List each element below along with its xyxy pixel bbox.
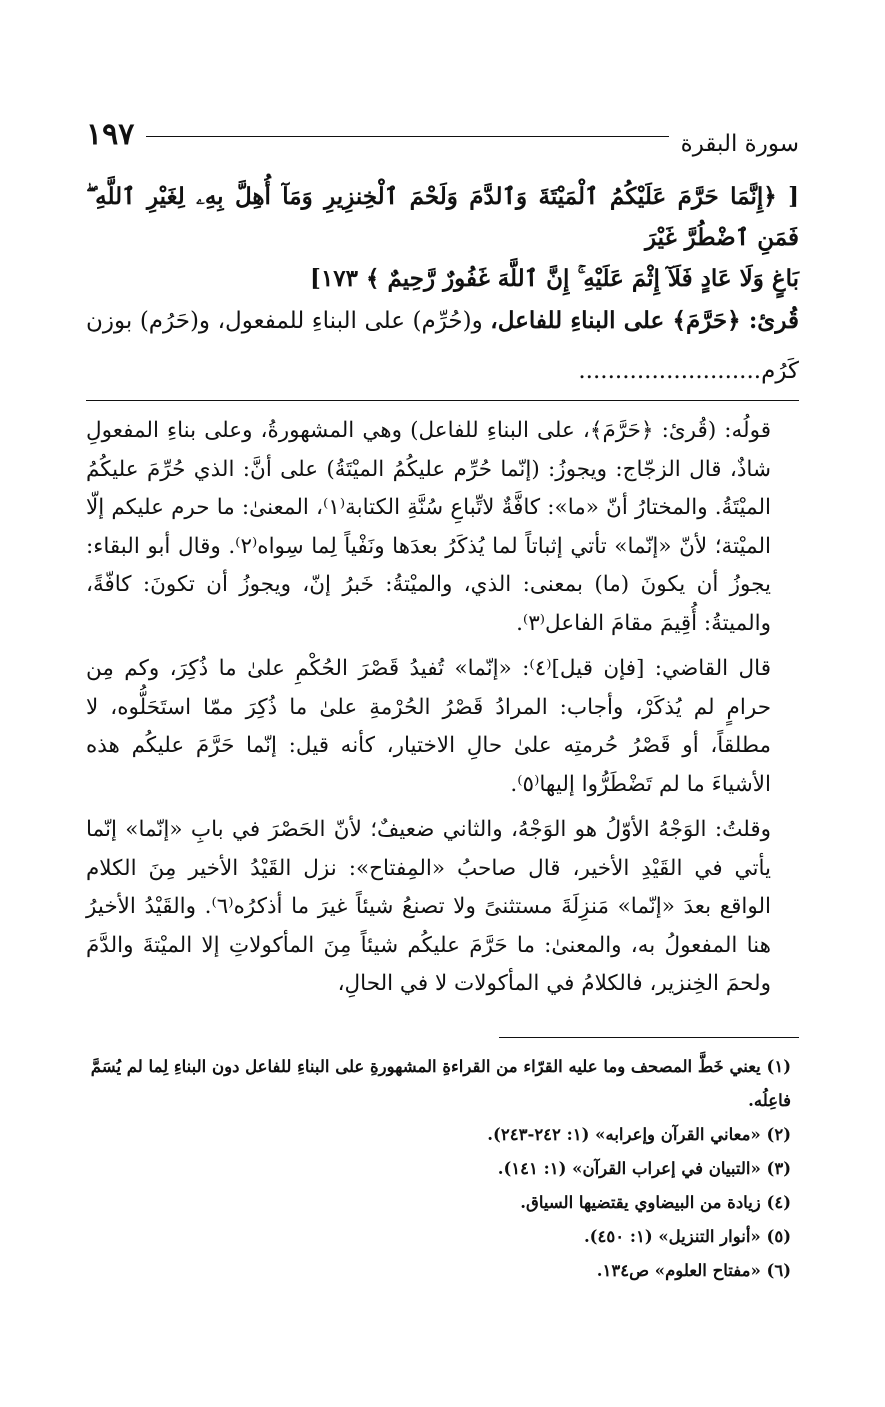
footnote-rule [499,1037,799,1038]
footnote-3: (٣) «التبيان في إعراب القرآن» (١: ١٤١). [497,1159,791,1178]
qiraat-note [86,296,799,396]
footnotes [86,1050,799,1288]
page-number: ١٩٧ [86,116,135,152]
commentary-paragraph-3: وقلتُ: الوَجْهُ الأوّلُ هو الوَجْهُ، والثاني ضعيفٌ؛ لأنّ الحَصْرَ في بابِ «إنّما» إنّما يأتي في القَيْدِ الأخير، قال صاحبُ «المِفتاح»: نزل القَيْدُ الأخير مِنَ الكلام الواقع بعدَ «إنّما» مَنزِلَةَ مستثنىً ولا تصنعُ شيئاً غيرَ ما أذكرُه⁽٦⁾. والقَيْدُ الأخيرُ هنا المفعولُ به، والمعنىٰ: ما حَرَّمَ عليكُم شيئاً مِنَ المأكولاتِ إلا الميْتةَ والدَّمَ ولحمَ الخِنزير، فالكلامُ في المأكولات لا في الحالِ، [86,817,771,996]
commentary-paragraph-2: قال القاضي: [فإن قيل]⁽٤⁾: «إنّما» تُفيدُ قَصْرَ الحُكْمِ علىٰ ما ذُكِرَ، وكم مِن حرامٍ لم يُذكَرْ، وأجاب: المرادُ قَصْرُ الحُرْمةِ علىٰ ما ذُكِرَ ممّا استَحَلُّوه، لا مطلقاً، أو قَصْرُ حُرمتِه علىٰ حالِ الاختيار، كأنه قيل: إنّما حَرَّمَ عليكُم هذه الأشياءَ ما لم تَضْطَرُّوا إليها⁽٥⁾. [86,656,771,797]
footnote-2: (٢) «معاني القرآن وإعرابه» (١: ٢٤٢-٢٤٣). [487,1125,791,1144]
footnote-6: (٦) «مفتاح العلوم» ص١٣٤. [596,1261,791,1280]
commentary [86,412,799,1004]
qiraat-lead: قُرئ: ﴿حَرَّمَ﴾ على البناءِ للفاعل، [490,307,799,334]
verse-line-1: [ ﴿إِنَّمَا حَرَّمَ عَلَيْكُمُ ٱلْمَيْتَةَ وَٱلدَّمَ وَلَحْمَ ٱلْخِنزِيرِ وَمَآ أُهِلَّ بِهِۦ لِغَيْرِ ٱللَّهِ ۖ فَمَنِ ٱضْطُرَّ غَيْرَ [86,183,799,251]
commentary-paragraph-1: قولُه: (قُرئ: ﴿حَرَّمَ﴾، على البناءِ للفاعل) وهي المشهورةُ، وعلى بناءِ المفعولِ شاذٌ، قال الزجّاج: ويجوزُ: (إنّما حُرِّم عليكُمُ الميْتَةُ) على أنَّ: الذي حُرِّمَ عليكُمُ الميْتَةُ. والمختارُ أنّ «ما»: كافَّةٌ لاتِّباعِ سُنَّةِ الكتابة⁽١⁾، المعنىٰ: ما حرم عليكم إلّا الميْتة؛ لأنّ «إنّما» تأتي إثباتاً لما يُذكَرُ بعدَها ونَفْياً لِما سِواه⁽٢⁾. وقال أبو البقاء: يجوزُ أن يكونَ (ما) بمعنى: الذي، والميْتةُ: خَبرُ إنّ، ويجوزُ أن تكونَ: كافّةً، والميتةُ: أُقِيمَ مقامَ الفاعل⁽٣⁾. [86,418,771,636]
running-head [86,110,799,158]
footnote-1: (١) يعني خَطَّ المصحف وما عليه القرّاء من القراءةِ المشهورةِ على البناءِ للفاعل دون البناءِ لِما لم يُسَمَّ فاعِلُه. [90,1057,791,1110]
footnote-5: (٥) «أنوار التنزيل» (١: ٤٥٠). [583,1227,791,1246]
section-divider [86,400,799,401]
qiraat-text: و(حُرِّم) على البناءِ للمفعول، و(حَرُم) بوزن كَرُم......................... [86,308,799,384]
surah-title: سورة البقرة [680,131,799,157]
header-rule [146,136,668,137]
quran-verse [86,176,799,299]
verse-line-2: بَاغٍ وَلَا عَادٍ فَلَآ إِثْمَ عَلَيْهِ ۚ إِنَّ ٱللَّهَ غَفُورٌ رَّحِيمٌ ﴾ ١٧٣] [310,265,799,292]
footnote-4: (٤) زيادة من البيضاوي يقتضيها السياق. [520,1193,791,1212]
